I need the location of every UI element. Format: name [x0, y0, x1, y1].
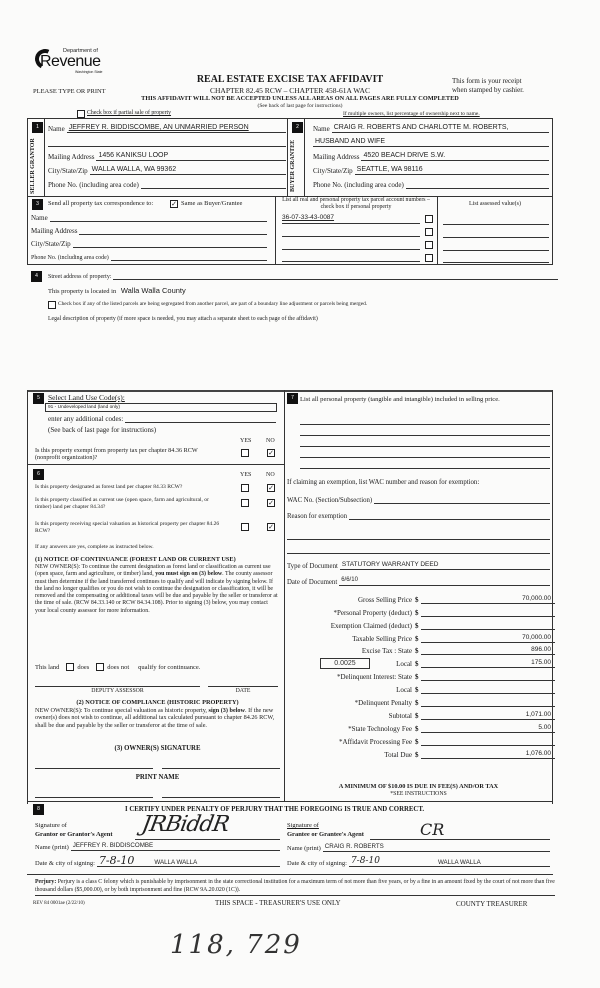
- additional-codes-field[interactable]: [48, 414, 276, 423]
- does-not-qualify-checkbox[interactable]: [96, 663, 104, 671]
- county-value: Walla Walla County: [120, 286, 186, 295]
- print-name-title: PRINT NAME: [135, 774, 180, 781]
- certify-statement: I CERTIFY UNDER PENALTY OF PERJURY THAT THE FOREGOING IS TRUE AND CORRECT.: [125, 806, 425, 813]
- segregated-label: Check box if any of the listed parcels are being segregated from another parcel, are part of a boundary line adjustment or parcels being merged.: [58, 301, 368, 307]
- grantee-signature-line[interactable]: [370, 839, 550, 840]
- form-revision: REV 84 0001ae (2/22/10): [33, 901, 85, 906]
- grantor-signature-label-2: Grantor or Grantor's Agent: [35, 831, 113, 838]
- exemption-claimed-value: [421, 621, 555, 630]
- county-label: This property is located in: [48, 288, 117, 295]
- same-as-buyer-checkbox[interactable]: ✓: [171, 200, 177, 208]
- seller-phone-value: [141, 180, 286, 189]
- send-correspondence-label: Send all property tax correspondence to:: [48, 200, 154, 207]
- gross-selling-price-row[interactable]: Gross Selling Price $ 70,000.00: [287, 595, 555, 604]
- gross-selling-price-label: Gross Selling Price: [357, 596, 412, 604]
- legal-description-label: Legal description of property (if more space is needed, you may attach a separate sheet to each page of the affidavit): [48, 316, 318, 322]
- buyer-mailing-field[interactable]: [313, 152, 549, 161]
- current-use-yes-checkbox[interactable]: [241, 499, 249, 507]
- corr-mailing-field[interactable]: [31, 226, 267, 235]
- corr-city-field[interactable]: [31, 239, 267, 248]
- parcel-1-personal-checkbox[interactable]: [425, 215, 433, 223]
- delinquent-penalty-label: *Delinquent Penalty: [354, 699, 412, 707]
- buyer-city-label: City/State/Zip: [313, 167, 353, 175]
- corr-city-value: [73, 239, 267, 248]
- personal-property-line-4[interactable]: [300, 457, 550, 458]
- exempt-question: Is this property exempt from property tax per chapter 84.36 RCW (nonprofit organization)?: [35, 447, 198, 461]
- corr-name-label: Name: [31, 214, 48, 222]
- land-use-title: Select Land Use Code(s):: [48, 393, 125, 402]
- buyer-phone-field[interactable]: [313, 180, 549, 189]
- handwritten-number: 118, 729: [170, 930, 302, 960]
- seller-city-value: WALLA WALLA, WA 99362: [90, 166, 286, 175]
- parcel-number-1[interactable]: 36-07-33-43-0087: [282, 214, 420, 224]
- state-technology-fee-row[interactable]: *State Technology Fee $ 5.00: [287, 724, 555, 733]
- exemption-reason-field[interactable]: [287, 511, 550, 520]
- buyer-name2-value: HUSBAND AND WIFE: [313, 138, 549, 147]
- delinquent-interest-state-row[interactable]: *Delinquent Interest: State $: [287, 672, 555, 681]
- seller-mailing-field[interactable]: [48, 152, 286, 161]
- grantee-signature: CR: [420, 820, 445, 839]
- seller-name-field-2[interactable]: [48, 138, 286, 147]
- taxable-selling-price-value: 70,000.00: [421, 634, 555, 643]
- assessed-value-4[interactable]: [443, 262, 549, 263]
- does-not-label: does not: [107, 663, 130, 671]
- owner-signature-title: (3) OWNER(S) SIGNATURE: [114, 745, 201, 752]
- seller-name-field[interactable]: [48, 124, 286, 133]
- subtotal-row[interactable]: Subtotal $ 1,071.00: [287, 711, 555, 720]
- seller-city-label: City/State/Zip: [48, 167, 88, 175]
- form-chapter: CHAPTER 82.45 RCW – CHAPTER 458-61A WAC: [210, 86, 370, 95]
- notice-compliance-text: NEW OWNER(S): To continue special valuation as historic property, sign (3) below. If the new owner(s) does not wish to continue, all additional tax calculated pursuant to chapter 84.26 RCW, shall be due and payable by the seller or transferor at the time of sale.: [35, 707, 275, 729]
- forest-land-question: Is this property designated as forest land per chapter 84.33 RCW?: [35, 484, 183, 490]
- buyer-name-label: Name: [313, 125, 330, 133]
- personal-property-deduct-row[interactable]: *Personal Property (deduct) $: [287, 608, 555, 617]
- state-technology-fee-label: *State Technology Fee: [348, 725, 412, 733]
- county-treasurer-label: COUNTY TREASURER: [456, 900, 528, 908]
- yes-header-6: YES: [240, 472, 252, 478]
- grantor-signature-label-1: Signature of: [35, 822, 67, 829]
- personal-property-line-1[interactable]: [300, 424, 550, 425]
- grantee-date-city-field[interactable]: [287, 857, 550, 867]
- buyer-phone-value: [406, 180, 549, 189]
- grantor-date-label: Date & city of signing:: [35, 860, 95, 867]
- grantee-date-city-value: [349, 857, 550, 867]
- segregated-checkbox[interactable]: [48, 301, 56, 309]
- partial-sale-checkbox[interactable]: [77, 110, 85, 118]
- personal-property-line-2[interactable]: [300, 435, 550, 436]
- parcels-header: List all real and personal property tax parcel account numbers – check box if personal property: [282, 197, 430, 210]
- wac-number-label: WAC No. (Section/Subsection): [287, 497, 373, 504]
- document-type-label: Type of Document: [287, 563, 338, 570]
- buyer-name-value: CRAIG R. ROBERTS AND CHARLOTTE M. ROBERTS,: [332, 124, 549, 133]
- section-2-badge: 2: [292, 122, 303, 133]
- seller-grantor-label: SELLER GRANTOR: [30, 138, 36, 194]
- grantee-date-label: Date & city of signing:: [287, 860, 347, 867]
- delinquent-interest-state-label: *Delinquent Interest: State: [336, 673, 412, 681]
- excise-tax-state-value: 896.00: [421, 646, 555, 655]
- personal-property-line-5[interactable]: [300, 468, 550, 469]
- personal-property-line-3[interactable]: [300, 446, 550, 447]
- forest-yes-checkbox[interactable]: [241, 484, 249, 492]
- grantee-city-value: WALLA WALLA: [437, 859, 481, 866]
- total-due-label: Total Due: [384, 751, 412, 759]
- seller-name2-value: [48, 138, 286, 147]
- delinquent-interest-local-value: [421, 685, 555, 694]
- wac-number-field[interactable]: [287, 495, 550, 504]
- owner-signature-line-2[interactable]: [162, 768, 280, 769]
- deputy-assessor-label: DEPUTY ASSESSOR: [91, 688, 144, 694]
- seller-mailing-value: 1456 KANIKSU LOOP: [96, 152, 286, 161]
- grantee-print-name-value: CRAIG R. ROBERTS: [323, 843, 550, 852]
- wac-number-value: [374, 495, 550, 504]
- county-line: [48, 286, 186, 295]
- street-address-value: [113, 271, 558, 280]
- gross-selling-price-value: 70,000.00: [421, 595, 555, 604]
- additional-codes-value: [125, 414, 276, 423]
- delinquent-penalty-value: [421, 698, 555, 707]
- delinquent-penalty-row[interactable]: *Delinquent Penalty $: [287, 698, 555, 707]
- grantee-signature-label-1: Signature of: [287, 822, 319, 829]
- seller-city-field[interactable]: [48, 166, 286, 175]
- grantor-print-name-field[interactable]: [35, 842, 280, 851]
- exemption-reason-value: [349, 511, 550, 520]
- local-rate-box[interactable]: 0.0025: [320, 658, 370, 669]
- document-date-field[interactable]: [287, 577, 550, 586]
- parcel-number-2[interactable]: [282, 227, 420, 237]
- section-3-badge: 3: [32, 199, 43, 210]
- corr-phone-label: Phone No. (including area code): [31, 255, 109, 261]
- assessor-date-label: DATE: [235, 688, 251, 694]
- corr-mailing-label: Mailing Address: [31, 227, 78, 235]
- taxable-selling-price-label: Taxable Selling Price: [352, 635, 412, 643]
- yes-header-5: YES: [240, 438, 252, 444]
- instructions-note: (See back of last page for instructions): [257, 103, 343, 109]
- grantor-city-value: WALLA WALLA: [154, 859, 198, 866]
- grantor-date-value: 7-8-10: [98, 854, 135, 867]
- buyer-name-field-2[interactable]: [313, 138, 549, 147]
- grantee-signature-label-2: Grantee or Grantee's Agent: [287, 831, 364, 838]
- subtotal-value: 1,071.00: [421, 711, 555, 720]
- seller-name-value: JEFFREY R. BIDDISCOMBE, AN UNMARRIED PERSON: [67, 124, 286, 133]
- excise-tax-local-label: Local: [396, 660, 412, 668]
- corr-phone-value: [111, 252, 267, 261]
- logo-sub-text: Washington State: [75, 70, 103, 74]
- section-1-badge: 1: [32, 122, 43, 133]
- corr-name-field[interactable]: [31, 213, 267, 222]
- notice-continuance-title: (1) NOTICE OF CONTINUANCE (FOREST LAND OR CURRENT USE): [35, 556, 236, 563]
- minimum-due-note: A MINIMUM OF $10.00 IS DUE IN FEE(S) AND/OR TAX: [338, 783, 499, 790]
- personal-property-deduct-label: *Personal Property (deduct): [333, 609, 412, 617]
- exemption-reason-label: Reason for exemption: [287, 513, 348, 520]
- no-header-6: NO: [266, 472, 275, 478]
- document-type-field[interactable]: [287, 561, 550, 570]
- grantee-date-value: 7-8-10: [350, 856, 380, 866]
- parcel-4-personal-checkbox[interactable]: [425, 254, 433, 262]
- exemption-reason-line-3[interactable]: [287, 553, 550, 554]
- buyer-grantee-label: BUYER GRANTEE: [290, 139, 296, 193]
- notice-continuance-text: NEW OWNER(S): To continue the current designation as forest land or classification as current use (open space, farm and agriculture, or timber) land, you must sign on (3) below. The county assessor must then determine if the land transferred continues to qualify and will indicate by signing below. If the land no longer qualifies or you do not wish to continue the designation or classification, it will be removed and the compensating or additional taxes will be due and payable by the seller or transferor at the time of sale. (RCW 84.33.140 or RCW 84.34.108). Prior to signing (3) below, you may contact your local county assessor for more information.: [35, 564, 278, 614]
- parcel-number-3[interactable]: [282, 240, 420, 250]
- land-use-code-select[interactable]: 91 - Undeveloped land (land only): [45, 403, 277, 412]
- parcel-3-personal-checkbox[interactable]: [425, 241, 433, 249]
- corr-name-value: [50, 213, 267, 222]
- multiple-owners-note: If multiple owners, list percentage of ownership next to name.: [343, 111, 480, 117]
- exempt-no-checkbox[interactable]: ✓: [268, 449, 274, 457]
- street-address-field[interactable]: [48, 271, 558, 280]
- assessed-value-1[interactable]: [443, 224, 549, 225]
- does-label: does: [77, 663, 90, 671]
- buyer-mailing-value: 4520 BEACH DRIVE S.W.: [361, 152, 549, 161]
- excise-tax-state-row[interactable]: Excise Tax : State $ 896.00: [287, 646, 555, 655]
- logo-top-text: Department of: [63, 48, 98, 54]
- seller-phone-label: Phone No. (including area code): [48, 181, 139, 189]
- delinquent-interest-state-value: [421, 672, 555, 681]
- buyer-name-field[interactable]: [313, 124, 549, 133]
- corr-mailing-value: [79, 226, 267, 235]
- grantor-signature: JRBiddR: [139, 812, 231, 837]
- continuance-line: [35, 663, 200, 671]
- affidavit-processing-fee-row[interactable]: *Affidavit Processing Fee $: [287, 737, 555, 746]
- buyer-city-value: SEATTLE, WA 98116: [355, 166, 549, 175]
- receipt-note-2: when stamped by cashier.: [452, 86, 524, 94]
- exemption-title: If claiming an exemption, list WAC number and reason for exemption:: [287, 479, 480, 486]
- logo-main-text: Revenue: [40, 53, 101, 70]
- grantee-print-name-field[interactable]: [287, 843, 550, 852]
- grantor-print-name-value: JEFFREY R. BIDDISCOMBE: [71, 842, 280, 851]
- state-technology-fee-value: 5.00: [421, 724, 555, 733]
- dor-logo: [33, 47, 113, 77]
- street-address-label: Street address of property:: [48, 274, 112, 280]
- document-type-value: STATUTORY WARRANTY DEED: [340, 561, 550, 570]
- parcel-2-personal-checkbox[interactable]: [425, 228, 433, 236]
- no-header-5: NO: [266, 438, 275, 444]
- grantee-print-name-label: Name (print): [287, 845, 321, 852]
- excise-tax-local-row[interactable]: Local $ 175.00: [287, 659, 555, 668]
- partial-sale-label: Check box if partial sale of property: [87, 110, 172, 116]
- qualify-label: qualify for continuance.: [138, 663, 201, 671]
- exemption-claimed-label: Exemption Claimed (deduct): [330, 622, 412, 630]
- historic-no-checkbox[interactable]: ✓: [268, 523, 274, 531]
- grantor-signature-line[interactable]: [135, 839, 280, 840]
- owner-print-name-line-1[interactable]: [35, 797, 153, 798]
- assessed-value-3[interactable]: [443, 250, 549, 251]
- grantor-date-city-field[interactable]: [35, 856, 280, 867]
- notice-compliance-title: (2) NOTICE OF COMPLIANCE (HISTORIC PROPERTY): [76, 699, 239, 706]
- affidavit-processing-fee-label: *Affidavit Processing Fee: [339, 738, 412, 746]
- buyer-mailing-label: Mailing Address: [313, 153, 360, 161]
- perjury-statement: Perjury: Perjury is a class C felony which is punishable by imprisonment in the state correctional institution for a maximum term of not more than five years, or by a fine in an amount fixed by the court of not more than five thousand dollars ($5,000.00), or by both imprisonment and fine (RCW 9A.20.020 (1C)).: [35, 879, 555, 896]
- section-8-badge: 8: [33, 804, 44, 815]
- personal-property-deduct-value: [421, 608, 555, 617]
- assessed-values-header: List assessed value(s): [469, 201, 521, 207]
- land-use-instructions: (See back of last page for instructions): [48, 426, 157, 434]
- section-6-badge: 6: [33, 469, 44, 480]
- assessed-value-2[interactable]: [443, 237, 549, 238]
- excise-tax-state-label: Excise Tax : State: [361, 647, 412, 655]
- affidavit-processing-fee-value: [421, 737, 555, 746]
- corr-phone-field[interactable]: [31, 252, 267, 261]
- current-use-question: Is this property classified as current use (open space, farm and agricultural, or timber) land per chapter 84.34?: [35, 497, 209, 510]
- exempt-yes-checkbox[interactable]: [241, 449, 249, 457]
- treasurer-use-label: THIS SPACE - TREASURER'S USE ONLY: [215, 899, 341, 907]
- delinquent-interest-local-row[interactable]: Local $: [287, 685, 555, 694]
- form-title: REAL ESTATE EXCISE TAX AFFIDAVIT: [196, 74, 384, 85]
- forest-no-checkbox[interactable]: ✓: [268, 484, 274, 492]
- assessor-date-line[interactable]: [208, 686, 278, 687]
- grantor-print-name-label: Name (print): [35, 844, 69, 851]
- receipt-note-1: This form is your receipt: [452, 77, 522, 85]
- same-as-buyer-label: Same as Buyer/Grantee: [181, 200, 243, 207]
- document-date-label: Date of Document: [287, 579, 338, 586]
- total-due-value: 1,076.00: [421, 750, 555, 759]
- taxable-selling-price-row[interactable]: Taxable Selling Price $ 70,000.00: [287, 634, 555, 643]
- owner-print-name-line-2[interactable]: [162, 797, 280, 798]
- subtotal-label: Subtotal: [388, 712, 412, 720]
- section-4-badge: 4: [31, 271, 42, 282]
- section-7-badge: 7: [287, 393, 298, 404]
- corr-city-label: City/State/Zip: [31, 240, 71, 248]
- parcel-number-4[interactable]: [282, 252, 420, 262]
- please-type-text: PLEASE TYPE OR PRINT: [33, 88, 106, 95]
- form-warning: THIS AFFIDAVIT WILL NOT BE ACCEPTED UNLESS ALL AREAS ON ALL PAGES ARE FULLY COMPLETED: [141, 95, 459, 102]
- seller-phone-field[interactable]: [48, 180, 286, 189]
- personal-property-title: List all personal property (tangible and intangible) included in selling price.: [300, 396, 500, 403]
- historic-question: Is this property receiving special valuation as historical property per chapter 84.26 RCW?: [35, 521, 220, 534]
- buyer-phone-label: Phone No. (including area code): [313, 181, 404, 189]
- buyer-city-field[interactable]: [313, 166, 549, 175]
- excise-tax-local-value: 175.00: [421, 659, 555, 668]
- seller-name-label: Name: [48, 125, 65, 133]
- total-due-row[interactable]: Total Due $ 1,076.00: [287, 750, 555, 759]
- deputy-assessor-signature-line[interactable]: [35, 686, 200, 687]
- owner-signature-line-1[interactable]: [35, 768, 153, 769]
- document-date-value: 6/6/10: [339, 577, 550, 586]
- see-instructions-note: *SEE INSTRUCTIONS: [390, 791, 447, 797]
- this-land-label: This land: [35, 663, 60, 671]
- grantor-date-city-value: [97, 856, 280, 867]
- does-qualify-checkbox[interactable]: [66, 663, 74, 671]
- historic-yes-checkbox[interactable]: [241, 523, 249, 531]
- exemption-reason-line-2[interactable]: [287, 539, 550, 540]
- if-yes-note: If any answers are yes, complete as instructed below.: [35, 544, 154, 550]
- seller-mailing-label: Mailing Address: [48, 153, 95, 161]
- current-use-no-checkbox[interactable]: ✓: [268, 499, 274, 507]
- delinquent-interest-local-label: Local: [396, 686, 412, 694]
- additional-codes-label: enter any additional codes:: [48, 415, 124, 423]
- exemption-claimed-row[interactable]: Exemption Claimed (deduct) $: [287, 621, 555, 630]
- section-5-badge: 5: [33, 393, 44, 404]
